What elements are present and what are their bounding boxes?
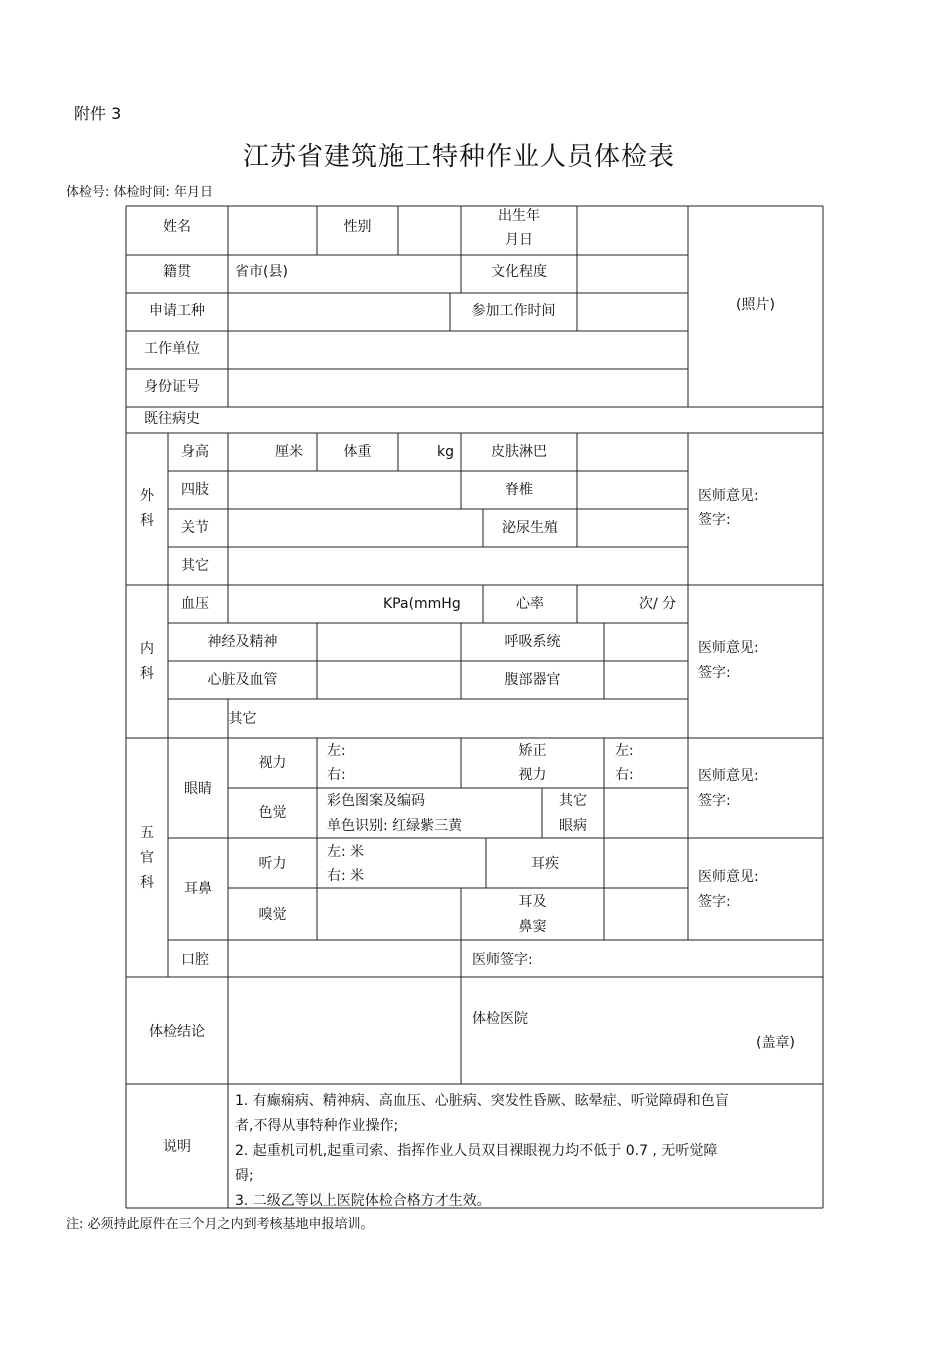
seal-label: (盖章) bbox=[756, 1035, 795, 1051]
work-time-label: 参加工作时间 bbox=[471, 303, 556, 319]
eye-opinion-label: 医师意见: bbox=[698, 768, 759, 784]
internal-sign-label: 签字: bbox=[698, 665, 731, 681]
vision-left: 左: bbox=[327, 743, 346, 759]
limbs-label: 四肢 bbox=[181, 482, 209, 498]
corrected-vision-line2: 视力 bbox=[518, 767, 547, 783]
sinus-line1: 耳及 bbox=[518, 894, 547, 910]
blood-pressure-unit: KPa(mmHg bbox=[383, 596, 461, 612]
corrected-left: 左: bbox=[615, 743, 634, 759]
height-unit: 厘米 bbox=[275, 444, 303, 460]
surgery-section-char1: 外 bbox=[140, 488, 154, 504]
job-type-label: 申请工种 bbox=[149, 303, 205, 319]
hospital-label: 体检医院 bbox=[472, 1011, 528, 1027]
height-label: 身高 bbox=[181, 444, 209, 460]
ear-sign-label: 签字: bbox=[698, 894, 731, 910]
internal-section-char2: 科 bbox=[140, 666, 154, 682]
hearing-label: 听力 bbox=[258, 856, 287, 872]
birth-label-line2: 月日 bbox=[505, 232, 533, 248]
other-eye-line1: 其它 bbox=[559, 793, 587, 809]
vision-label: 视力 bbox=[258, 755, 287, 771]
joints-label: 关节 bbox=[181, 520, 209, 536]
cardio-label: 心脏及血管 bbox=[207, 672, 278, 688]
surgery-sign-label: 签字: bbox=[698, 512, 731, 528]
explanation-line: 2. 起重机司机,起重司索、指挥作业人员双目裸眼视力均不低于 0.7 , 无听觉障 bbox=[235, 1143, 718, 1159]
hearing-right: 右: 米 bbox=[327, 868, 365, 884]
senses-section-char1: 五 bbox=[140, 825, 154, 841]
attachment-number: 附件 3 bbox=[74, 104, 122, 123]
senses-section-char3: 科 bbox=[140, 875, 154, 891]
corrected-right: 右: bbox=[615, 767, 634, 783]
eye-sign-label: 签字: bbox=[698, 793, 731, 809]
native-place-value: 省市(县) bbox=[235, 264, 288, 280]
internal-other-label: 其它 bbox=[228, 711, 257, 727]
sinus-line2: 鼻窦 bbox=[518, 919, 547, 935]
conclusion-label: 体检结论 bbox=[149, 1024, 205, 1040]
internal-section-char1: 内 bbox=[140, 641, 154, 657]
urology-label: 泌尿生殖 bbox=[502, 520, 558, 536]
weight-unit: kg bbox=[437, 444, 454, 460]
education-label: 文化程度 bbox=[491, 264, 547, 280]
id-number-label: 身份证号 bbox=[144, 379, 200, 395]
ear-opinion-label: 医师意见: bbox=[698, 869, 759, 885]
eyes-label: 眼睛 bbox=[184, 781, 212, 797]
respiratory-label: 呼吸系统 bbox=[504, 634, 561, 650]
ear-nose-label: 耳鼻 bbox=[184, 881, 212, 897]
ear-disease-label: 耳疾 bbox=[531, 856, 559, 872]
abdomen-label: 腹部器官 bbox=[504, 672, 561, 688]
surgery-other-label: 其它 bbox=[181, 558, 209, 574]
explanation-line: 碍; bbox=[235, 1168, 254, 1184]
surgery-opinion-label: 医师意见: bbox=[698, 488, 759, 504]
neuro-label: 神经及精神 bbox=[207, 634, 278, 650]
mouth-label: 口腔 bbox=[181, 952, 209, 968]
mouth-doctor-sign: 医师签字: bbox=[472, 952, 533, 968]
spine-label: 脊椎 bbox=[505, 482, 533, 498]
color-vision-label: 色觉 bbox=[258, 805, 287, 821]
photo-placeholder: (照片) bbox=[736, 297, 775, 313]
employer-label: 工作单位 bbox=[144, 341, 200, 357]
hearing-left: 左: 米 bbox=[327, 844, 365, 860]
blood-pressure-label: 血压 bbox=[181, 596, 209, 612]
skin-lymph-label: 皮肤淋巴 bbox=[491, 444, 547, 460]
smell-label: 嗅觉 bbox=[258, 907, 287, 923]
explanation-line: 者,不得从事特种作业操作; bbox=[235, 1118, 399, 1134]
explanation-line: 3. 二级乙等以上医院体检合格方才生效。 bbox=[235, 1193, 491, 1209]
exam-meta: 体检号: 体检时间: 年月日 bbox=[66, 185, 214, 200]
footer-note: 注: 必须持此原件在三个月之内到考核基地申报培训。 bbox=[66, 1217, 374, 1232]
heart-rate-label: 心率 bbox=[516, 596, 544, 612]
native-place-label: 籍贯 bbox=[163, 264, 191, 280]
heart-rate-unit: 次/ 分 bbox=[639, 596, 677, 612]
explanation-line: 1. 有癫痫病、精神病、高血压、心脏病、突发性昏厥、眩晕症、听觉障碍和色盲 bbox=[235, 1093, 729, 1109]
color-test-line2: 单色识别: 红绿紫三黄 bbox=[327, 818, 463, 834]
form-title: 江苏省建筑施工特种作业人员体检表 bbox=[242, 142, 675, 172]
vision-right: 右: bbox=[327, 767, 346, 783]
internal-opinion-label: 医师意见: bbox=[698, 640, 759, 656]
weight-label: 体重 bbox=[343, 444, 372, 460]
corrected-vision-line1: 矫正 bbox=[518, 743, 547, 759]
senses-section-char2: 官 bbox=[140, 850, 154, 866]
name-label: 姓名 bbox=[163, 219, 191, 235]
medical-history-label: 既往病史 bbox=[144, 411, 200, 427]
other-eye-line2: 眼病 bbox=[559, 818, 587, 834]
surgery-section-char2: 科 bbox=[140, 513, 154, 529]
explanation-label: 说明 bbox=[163, 1139, 191, 1155]
gender-label: 性别 bbox=[343, 219, 372, 235]
color-test-line1: 彩色图案及编码 bbox=[327, 793, 425, 809]
birth-label-line1: 出生年 bbox=[498, 208, 540, 224]
